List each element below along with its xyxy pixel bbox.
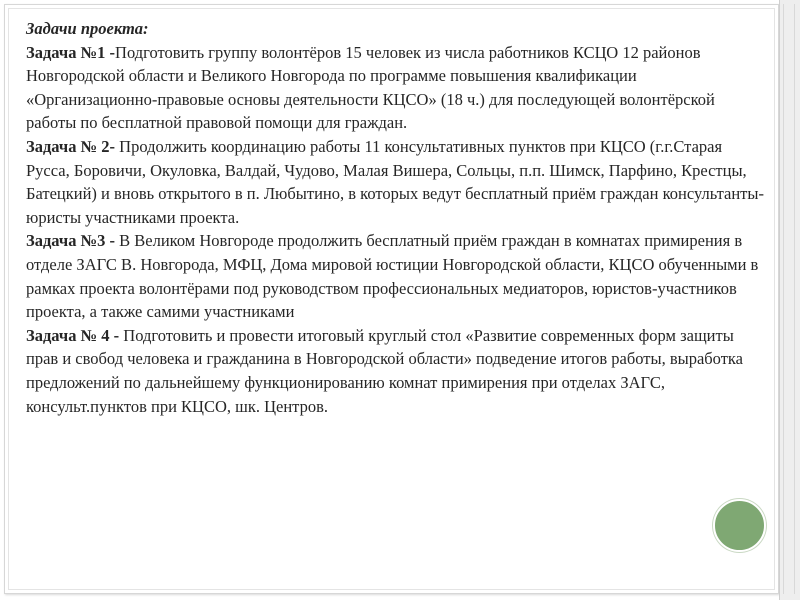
task-2-paragraph xyxy=(26,135,766,229)
task-3-paragraph xyxy=(26,229,766,323)
task-4-text: Подготовить и провести итоговый круглый стол «Развитие современных форм защиты прав и свобод человека и гражданина в Новгородской области» подведение итогов работы, выработка предложений по дальнейшему функционированию комнат примирения при отделах ЗАГС, консульт.пунктов при КЦСО, шк. Центров. xyxy=(26,325,743,416)
task-3-text: В Великом Новгороде продолжить бесплатный приём граждан в комнатах примирения в отделе ЗАГС В. Новгорода, МФЦ, Дома мировой юстиции Новгородской области, КЦСО обученными в рамках проекта волонтёрами под руководством профессиональных медиаторов, юристов-участников проекта, а также самими участниками xyxy=(26,231,759,322)
task-4-label: Задача № 4 - xyxy=(26,325,120,345)
task-2-label: Задача № 2- xyxy=(26,136,116,156)
task-1-paragraph xyxy=(26,41,766,135)
task-2-text: Продолжить координацию работы 11 консультативных пунктов при КЦСО (г.г.Старая Русса, Боровичи, Окуловка, Валдай, Чудово, Малая Вишера, Сольцы, п.п. Шимск, Парфино, Крестцы, Батецкий) и вновь открытого в п. Любытино, в которых ведут бесплатный приём граждан консультанты-юристы участниками проекта. xyxy=(26,136,764,227)
task-1-text: Подготовить группу волонтёров 15 человек из числа работников КСЦО 12 районов Новгородской области и Великого Новгорода по программе повышения квалификации «Организационно-правовые основы деятельности КЦСО» (18 ч.) для последующей волонтёрской работы по бесплатной правовой помощи для граждан. xyxy=(26,42,715,133)
decorative-green-circle xyxy=(713,499,766,552)
task-4-paragraph xyxy=(26,324,766,418)
slide-side-band xyxy=(779,0,800,600)
slide-content xyxy=(26,17,766,418)
project-tasks-heading: Задачи проекта: xyxy=(26,19,149,38)
task-1-label: Задача №1 - xyxy=(26,42,116,62)
task-3-label: Задача №3 - xyxy=(26,231,116,251)
